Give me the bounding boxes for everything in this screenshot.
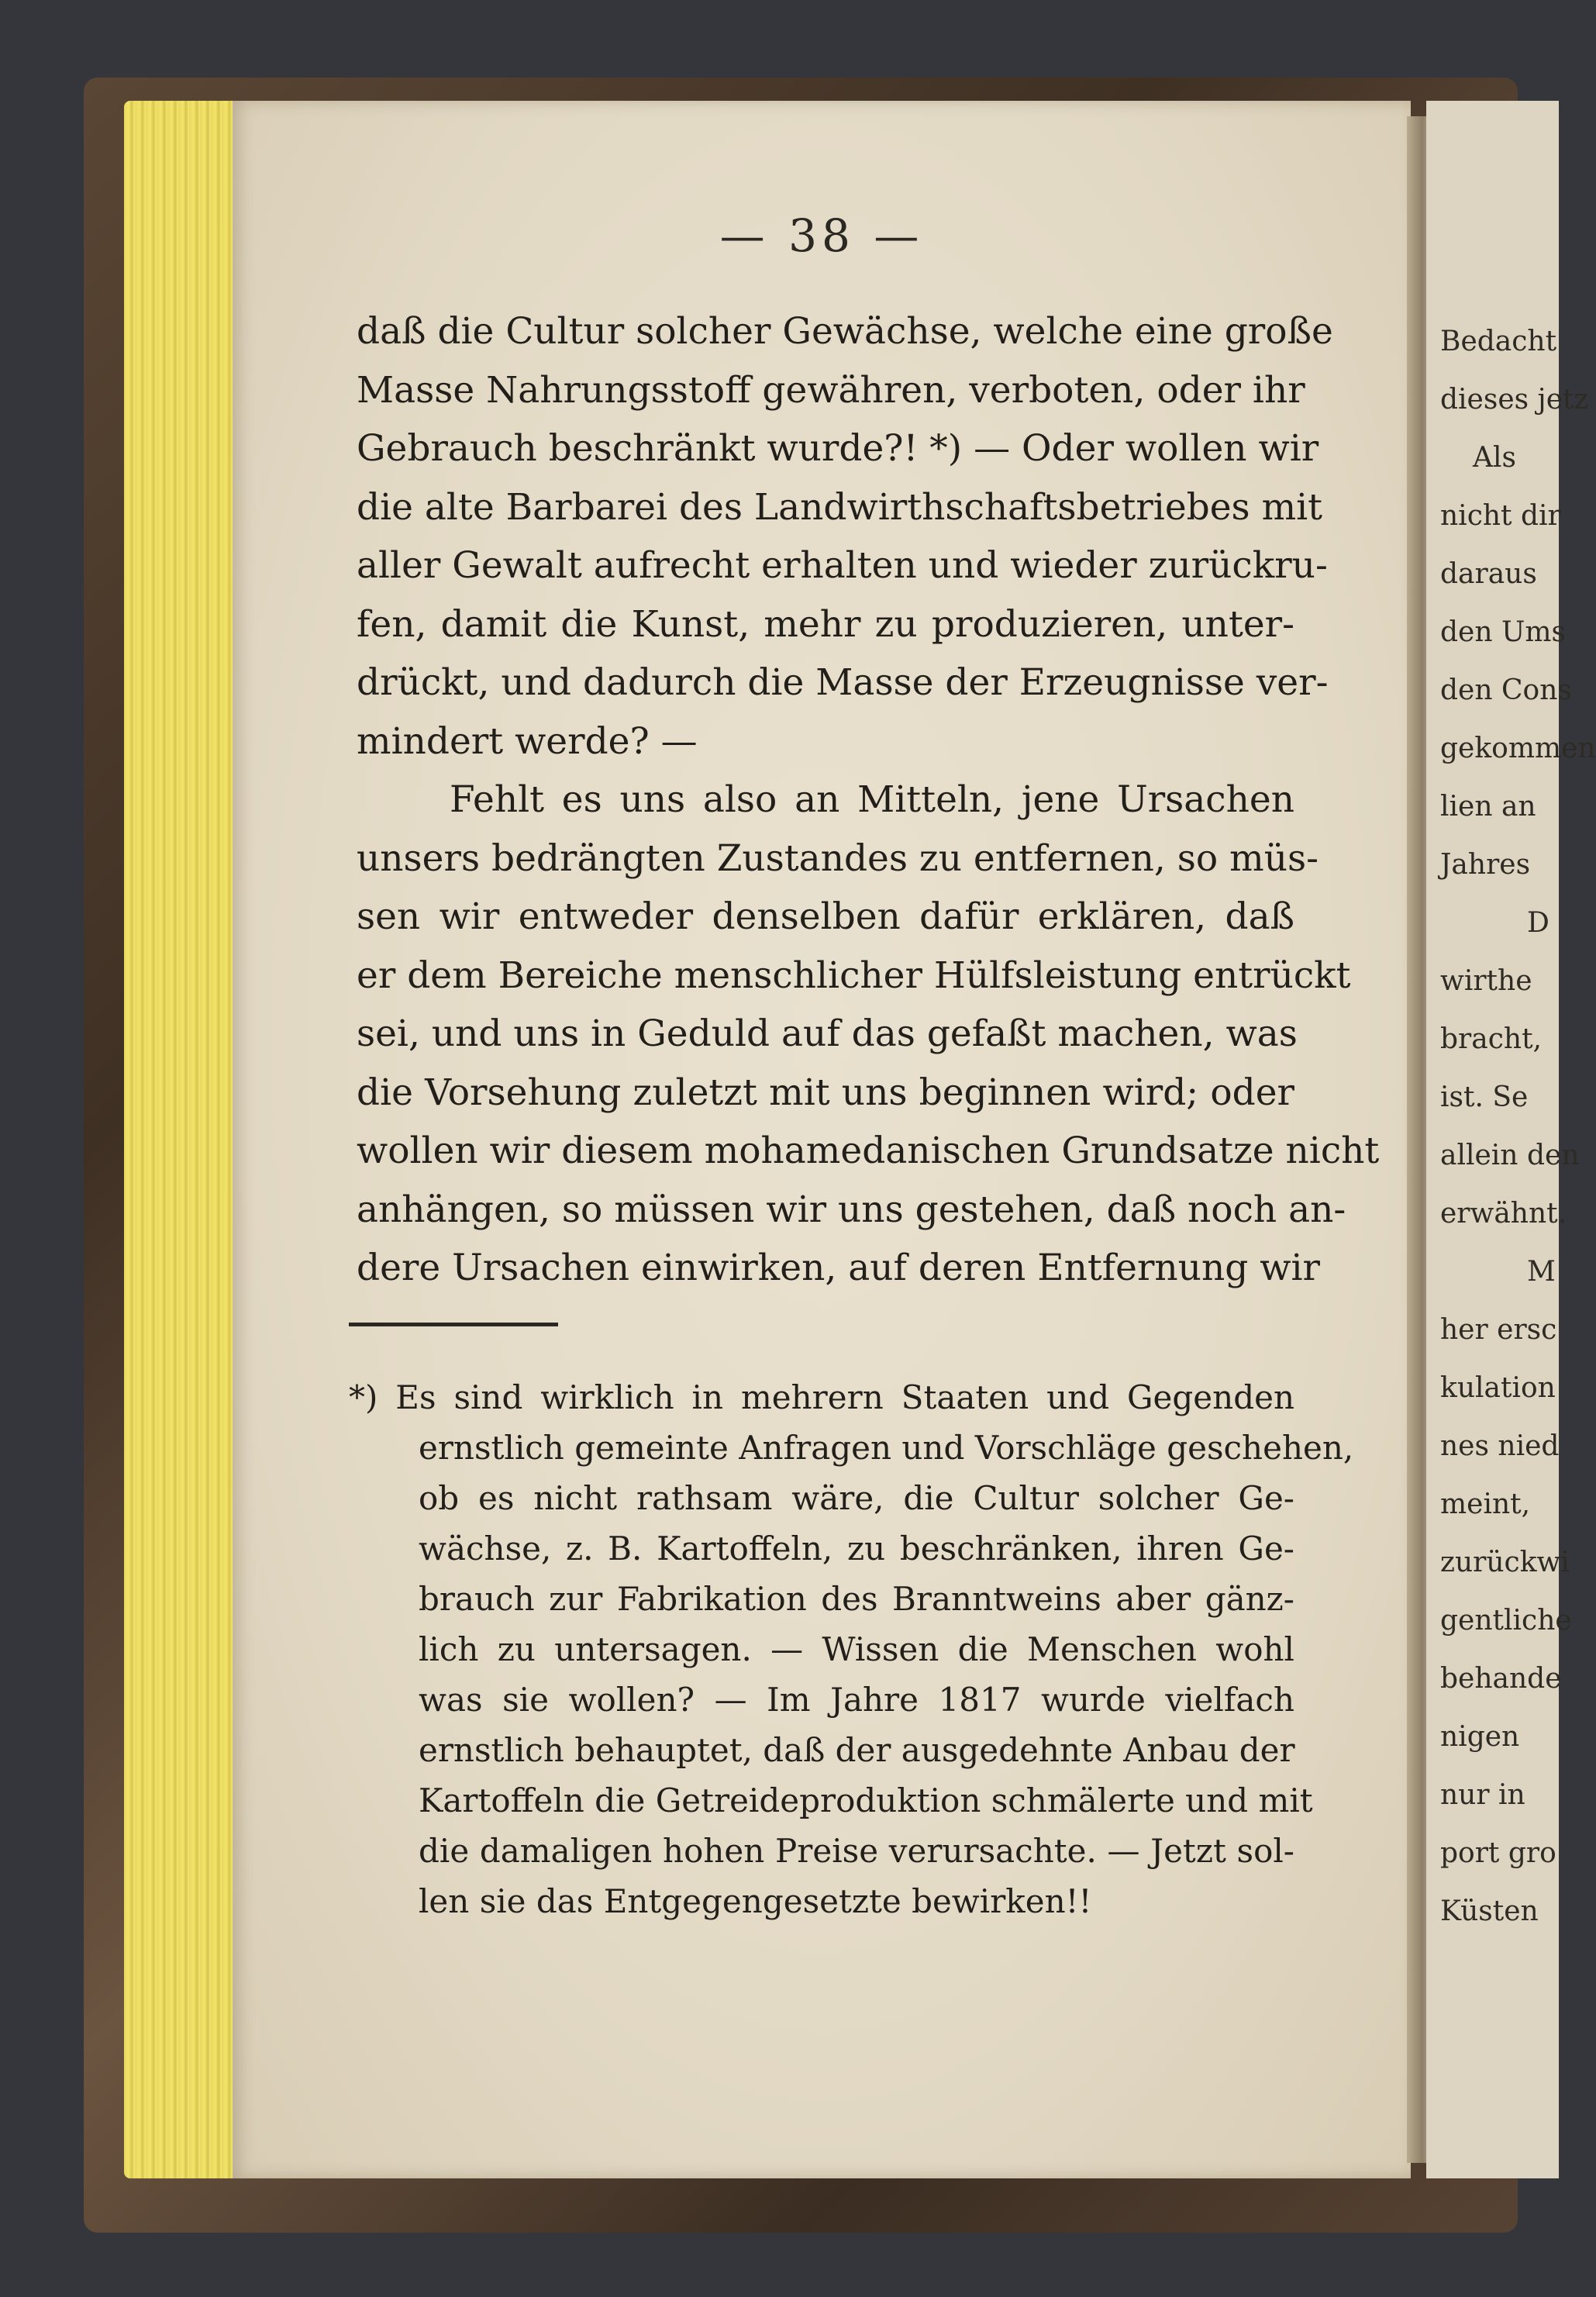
next-page-line: behande — [1440, 1663, 1562, 1695]
footnote-line: brauch zur Fabrikation des Branntweins aber gänz- — [419, 1580, 1294, 1618]
footnote-line: lich zu untersagen. — Wissen die Menschen wohl — [419, 1630, 1294, 1668]
body-line: fen, damit die Kunst, mehr zu produzieren, unter- — [357, 602, 1294, 646]
next-page-line: den Ums — [1440, 616, 1566, 648]
footnote-line: len sie das Entgegengesetzte bewirken!! — [419, 1882, 1092, 1920]
body-line: daß die Cultur solcher Gewächse, welche eine große — [357, 310, 1333, 353]
next-page-line: bracht, — [1440, 1023, 1542, 1055]
book-page-left — [233, 101, 1411, 2178]
body-line: Fehlt es uns also an Mitteln, jene Ursachen — [450, 778, 1294, 821]
body-line: unsers bedrängten Zustandes zu entfernen, so müs- — [357, 836, 1319, 880]
footnote-line: ernstlich behauptet, daß der ausgedehnte Anbau der — [419, 1731, 1295, 1769]
body-line: Masse Nahrungsstoff gewähren, verboten, oder ihr — [357, 368, 1305, 412]
footnote-line: was sie wollen? — Im Jahre 1817 wurde vielfach — [419, 1681, 1294, 1719]
next-page-line: daraus — [1440, 558, 1537, 590]
next-page-line: meint, — [1440, 1488, 1531, 1520]
next-page-line: M — [1527, 1256, 1556, 1288]
body-line: wollen wir diesem mohamedanischen Grundsatze nicht — [357, 1130, 1380, 1172]
next-page-line: den Cons — [1440, 674, 1572, 706]
next-page-line: nicht dir — [1440, 500, 1561, 532]
footnote-line: die damaligen hohen Preise verursachte. — Jetzt sol- — [419, 1832, 1294, 1870]
footnote-rule — [349, 1323, 558, 1326]
next-page-line: Bedacht — [1440, 326, 1557, 357]
body-line: mindert werde? — — [357, 719, 698, 763]
next-page-line: gentliche — [1440, 1605, 1572, 1637]
body-line: er dem Bereiche menschlicher Hülfsleistung entrückt — [357, 954, 1351, 997]
next-page-line: nes nied — [1440, 1430, 1560, 1462]
footnote-line: Kartoffeln die Getreideproduktion schmälerte und mit — [419, 1781, 1313, 1819]
body-line: die Vorsehung zuletzt mit uns beginnen wird; oder — [357, 1071, 1294, 1114]
body-text — [357, 302, 1380, 1298]
next-page-line: dieses jetz — [1440, 384, 1589, 416]
next-page-line: Jahres — [1440, 849, 1531, 881]
next-page-line: her ersc — [1440, 1314, 1557, 1346]
next-page-line: D — [1527, 907, 1549, 939]
body-line: anhängen, so müssen wir uns gestehen, daß noch an- — [357, 1188, 1346, 1231]
next-page-line: Küsten — [1440, 1895, 1539, 1927]
page-number: — 38 — — [719, 209, 924, 262]
body-line: drückt, und dadurch die Masse der Erzeugnisse ver- — [357, 661, 1329, 704]
body-line: sei, und uns in Geduld auf das gefaßt machen, was — [357, 1012, 1298, 1055]
body-line: Gebrauch beschränkt wurde?! *) — Oder wollen wir — [357, 427, 1319, 470]
next-page-line: erwähnt. — [1440, 1198, 1567, 1230]
book-page-right-fragment — [1426, 101, 1596, 2178]
next-page-line: port gro — [1440, 1837, 1556, 1869]
footnote-line: ernstlich gemeinte Anfragen und Vorschläge geschehen, — [419, 1429, 1354, 1467]
body-line: sen wir entweder denselben dafür erklären, daß — [357, 895, 1294, 938]
next-page-line: gekommen — [1440, 733, 1596, 764]
body-line: dere Ursachen einwirken, auf deren Entfernung wir — [357, 1247, 1320, 1289]
next-page-line: zurückwi — [1440, 1547, 1570, 1578]
next-page-line: lien an — [1440, 791, 1536, 823]
next-page-line: allein den — [1440, 1140, 1580, 1171]
next-page-line: Als — [1473, 442, 1516, 474]
footnote-line: ob es nicht rathsam wäre, die Cultur solcher Ge- — [419, 1479, 1294, 1517]
next-page-line: nur in — [1440, 1779, 1525, 1811]
body-line: die alte Barbarei des Landwirthschaftsbetriebes mit — [357, 485, 1323, 529]
footnote-line: wächse, z. B. Kartoffeln, zu beschränken, ihren Ge- — [419, 1530, 1294, 1568]
footnote — [349, 1372, 1354, 1926]
body-line: aller Gewalt aufrecht erhalten und wieder zurückru- — [357, 544, 1328, 587]
next-page-line: nigen — [1440, 1721, 1520, 1753]
next-page-line: wirthe — [1440, 965, 1532, 997]
next-page-line: kulation — [1440, 1372, 1556, 1404]
footnote-line: *) Es sind wirklich in mehrern Staaten und Gegenden — [349, 1378, 1294, 1416]
next-page-line: ist. Se — [1440, 1081, 1529, 1113]
